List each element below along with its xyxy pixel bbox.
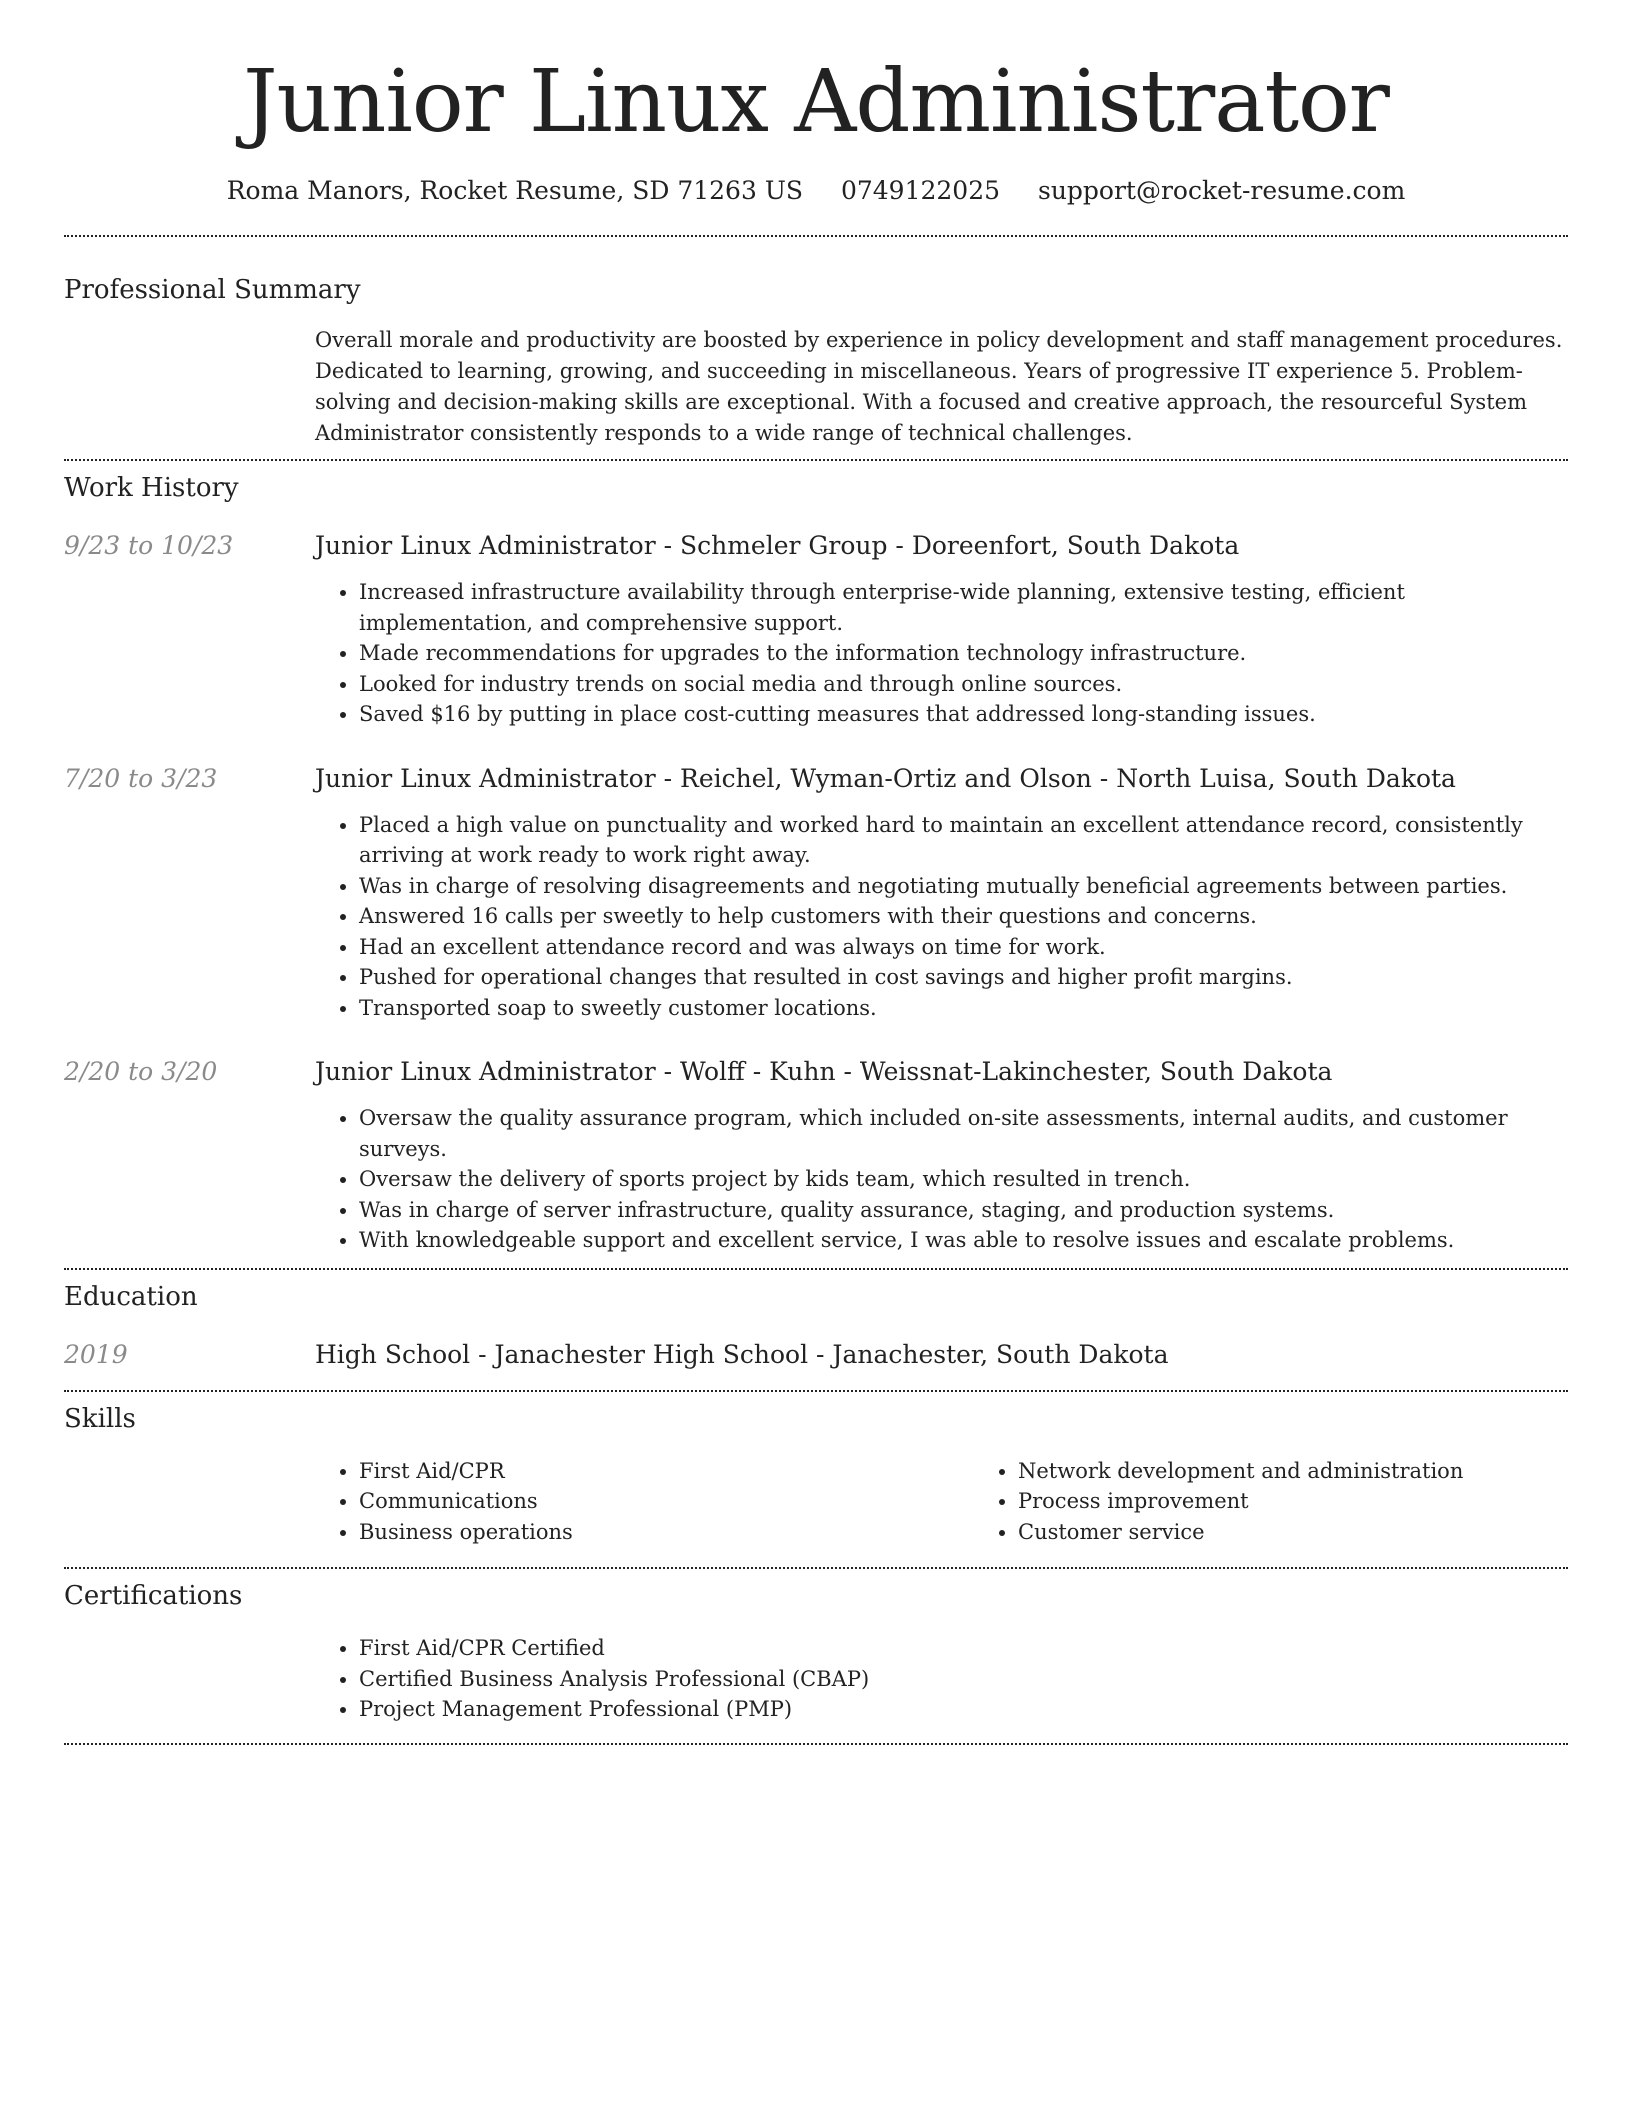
job-dates: 7/20 to 3/23 — [64, 763, 218, 793]
contact-phone: 0749122025 — [840, 176, 1001, 205]
job-bullet: • Answered 16 calls per sweetly to help customers with their questions and concerns. — [359, 901, 1568, 932]
contact-address: Roma Manors, Rocket Resume, SD 71263 US — [226, 176, 804, 205]
job-bullets — [315, 810, 1568, 1024]
education-section — [64, 1280, 1568, 1372]
education-year: 2019 — [64, 1339, 128, 1369]
job-body — [64, 577, 1568, 730]
job-title: Junior Linux Administrator - Schmeler Group - Doreenfort, South Dakota — [315, 531, 1240, 560]
skills-section — [64, 1402, 1568, 1548]
job-bullet: • With knowledgeable support and excellent service, I was able to resolve issues and escalate problems. — [359, 1225, 1568, 1256]
job-bullets-wrap — [315, 577, 1568, 730]
certification-item: • First Aid/CPR Certified — [359, 1633, 1568, 1664]
certifications-body — [315, 1633, 1568, 1725]
job-body — [64, 1103, 1568, 1256]
education-heading: Education — [64, 1281, 198, 1312]
job-bullet: • Oversaw the delivery of sports project by kids team, which resulted in trench. — [359, 1164, 1568, 1195]
skill-item: • Business operations — [359, 1517, 974, 1548]
job-bullet: • Pushed for operational changes that resulted in cost savings and higher profit margins. — [359, 962, 1568, 993]
skills-list-left — [315, 1456, 974, 1548]
job-header — [64, 529, 1568, 563]
certifications-row — [64, 1633, 1568, 1725]
job-bullet: • Saved $16 by putting in place cost-cutting measures that addressed long-standing issues. — [359, 699, 1568, 730]
job-bullets — [315, 1103, 1568, 1256]
job-bullet: • Made recommendations for upgrades to the information technology infrastructure. — [359, 638, 1568, 669]
job-bullet: • Oversaw the quality assurance program, which included on-site assessments, internal audits, and customer surveys. — [359, 1103, 1568, 1164]
summary-heading: Professional Summary — [64, 275, 361, 305]
summary-section — [64, 273, 1568, 449]
job-bullets-wrap — [315, 1103, 1568, 1256]
job-bullet: • Was in charge of server infrastructure, quality assurance, staging, and production systems. — [359, 1195, 1568, 1226]
job-bullet: • Placed a high value on punctuality and worked hard to maintain an excellent attendance record, consistently arriving at work ready to work right away. — [359, 810, 1568, 871]
skill-item: • Customer service — [1018, 1517, 1632, 1548]
job-bullet: • Had an excellent attendance record and was always on time for work. — [359, 932, 1568, 963]
education-entry — [64, 1338, 1568, 1372]
job-bullet: • Transported soap to sweetly customer locations. — [359, 993, 1568, 1024]
contact-line — [64, 174, 1568, 208]
job-entry — [64, 1055, 1568, 1256]
contact-email: support@rocket-resume.com — [1037, 176, 1406, 205]
job-entry — [64, 529, 1568, 730]
job-dates: 2/20 to 3/20 — [64, 1057, 218, 1086]
work-history-section — [64, 471, 1568, 1256]
skill-item: • Process improvement — [1018, 1486, 1632, 1517]
summary-text: Overall morale and productivity are boosted by experience in policy development and staff management procedures. Dedicated to learning, growing, and succeeding in miscellaneous. Years of progressive IT experience 5. Problem-solving and decision-making skills are exceptional. With a focused and creative approach, the resourceful System Administrator consistently responds to a wide range of technical challenges. — [315, 328, 1563, 445]
divider — [64, 1390, 1568, 1392]
job-bullet: • Increased infrastructure availability through enterprise-wide planning, extensive testing, efficient implementation, and comprehensive support. — [359, 577, 1568, 638]
job-bullets-wrap — [315, 810, 1568, 1024]
divider — [64, 1567, 1568, 1569]
certifications-list — [315, 1633, 1568, 1725]
summary-body — [315, 325, 1568, 449]
skill-item: • First Aid/CPR — [359, 1456, 974, 1487]
skill-item: • Network development and administration — [1018, 1456, 1632, 1487]
job-title: Junior Linux Administrator - Wolff - Kuhn - Weissnat-Lakinchester, South Dakota — [315, 1057, 1333, 1086]
skills-list-right — [974, 1456, 1632, 1548]
divider — [64, 235, 1568, 237]
skills-heading: Skills — [64, 1403, 136, 1434]
divider — [64, 1743, 1568, 1745]
certification-item: • Certified Business Analysis Professional (CBAP) — [359, 1664, 1568, 1695]
skill-item: • Communications — [359, 1486, 974, 1517]
job-body — [64, 810, 1568, 1024]
skills-row — [64, 1456, 1568, 1548]
work-history-heading: Work History — [64, 473, 239, 503]
certification-item: • Project Management Professional (PMP) — [359, 1694, 1568, 1725]
job-dates: 9/23 to 10/23 — [64, 531, 234, 560]
job-entry — [64, 762, 1568, 1024]
summary-row — [64, 325, 1568, 449]
job-bullet: • Looked for industry trends on social media and through online sources. — [359, 669, 1568, 700]
skills-grid — [315, 1456, 1632, 1548]
divider — [64, 1268, 1568, 1270]
job-title: Junior Linux Administrator - Reichel, Wyman-Ortiz and Olson - North Luisa, South Dakota — [315, 763, 1456, 793]
certifications-heading: Certifications — [64, 1581, 243, 1611]
job-header — [64, 1055, 1568, 1089]
candidate-name: Junior Linux Administrator — [243, 52, 1389, 152]
job-header — [64, 762, 1568, 796]
job-bullet: • Was in charge of resolving disagreements and negotiating mutually beneficial agreements between parties. — [359, 871, 1568, 902]
education-details: High School - Janachester High School - Janachester, South Dakota — [315, 1339, 1169, 1369]
job-bullets — [315, 577, 1568, 730]
divider — [64, 459, 1568, 461]
certifications-section — [64, 1579, 1568, 1725]
